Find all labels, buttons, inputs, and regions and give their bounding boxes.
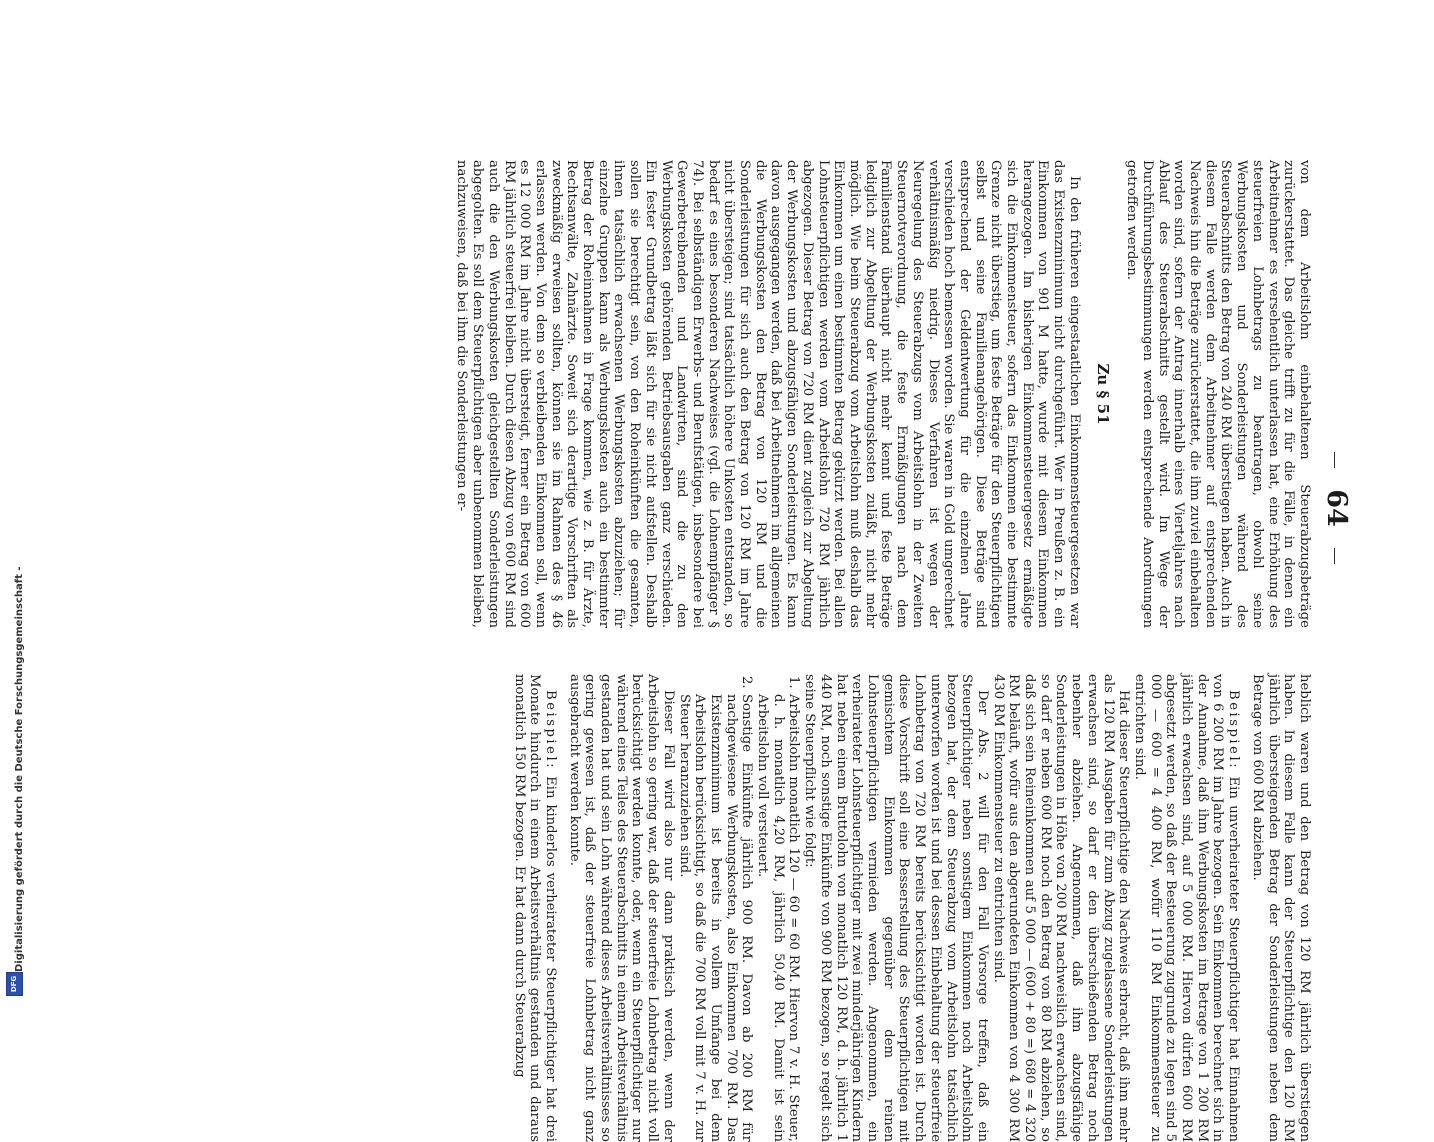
page-number: 64 [1321, 478, 1352, 538]
dfg-logo [6, 972, 23, 996]
example-label: Beispiel: [542, 690, 558, 771]
example-text: Ein kinderlos verheirateter Steuerpflichtiger hat drei Monate hindurch in einem Arbeitsverhältnis gestanden und daraus monatlich 150 RM bezogen. Er hat dann durch Steuerabzug [511, 674, 558, 1142]
paragraph: Der Abs. 2 will für den Fall Vorsorge treffen, daß ein Steuerpflichtiger neben sonstigem Einkommen noch Arbeitslohn bezogen hat, der dem Steuerabzug vom Arbeitslohn tatsächlich unterworfen worden ist und bei dessen Einbehaltung der steuerfreie Lohnbetrag von 720 RM bereits berücksichtigt worden ist. Durch diese Vorschrift soll eine Besserstellung des Steuerpflichtigen mit gemischtem Einkommen gegenüber dem reinen Lohnsteuerpflichtigen vermieden werden. Angenommen, ein verheirateter Lohnsteuerpflichtiger mit zwei minderjährigen Kindern hat neben einem Bruttolohn von monatlich 120 RM, d. h. jährlich 1 440 RM, noch sonstige Einkünfte von 900 RM bezogen, so regelt sich seine Steuerpflicht wie folgt: [802, 674, 990, 1142]
left-column [454, 160, 1312, 628]
list-item [754, 674, 801, 1142]
example-label: Beispiel: [1226, 690, 1242, 771]
digitization-footer [4, 0, 24, 1000]
list-number: 2. [739, 676, 755, 689]
list-item [676, 674, 755, 1142]
example-text: Ein unverheirateter Steuerpflichtiger hat Einnahmen von 6 200 RM im Jahre bezogen. Sein Einkommen berechnet sich in der Annahme, daß ihm Werbungskosten im Betrage von 1 200 RM jährlich erwachsen sind, auf 5 000 RM. Hiervon dürfen 600 RM abgesetzt werden, so daß der Besteuerung zugrunde zu legen sind 5 000 — 600 = 4 400 RM, wofür 110 RM Einkommensteuer zu entrichten sind. [1131, 674, 1242, 1142]
paragraph: Hat dieser Steuerpflichtige den Nachweis erbracht, daß ihm mehr als 120 RM Ausgaben für zum Abzug zugelassene Sonderleistungen erwachsen sind, so darf er den überschießenden Betrag noch nebenher abziehen. Angenommen, daß ihm abzugsfähige Sonderleistungen in Höhe von 200 RM nachweislich erwachsen sind, so darf er neben 600 RM noch den Betrag von 80 RM abziehen, so daß sich sein Reineinkommen auf 5 000 — (600 + 80 =) 680 = 4 320 RM beläuft, wofür aus den abgerundeten Einkommen von 4 300 RM 430 RM Einkommensteuer zu entrichten sind. [990, 674, 1132, 1142]
paragraph: von dem Arbeitslohn einbehaltenen Steuerabzugsbeträge zurückerstattet. Das gleiche trifft zu für die Fälle, in denen ein Arbeitnehmer es versehentlich unterlassen hat, eine Erhöhung des steuerfreien Lohnbetrags zu beantragen, obwohl seine Werbungskosten und Sonderleistungen während des Steuerabschnitts den Betrag von 240 RM überstiegen haben. Auch in diesem Falle werden dem Arbeitnehmer auf entsprechenden Nachweis hin die Beträge zurückerstattet, die ihm zuviel einbehalten worden sind, sofern der Antrag innerhalb eines Vierteljahres nach Ablauf des Steuerabschnitts gestellt wird. Im Wege der Durchführungsbestimmungen werden entsprechende Anordnungen getroffen werden. [1124, 160, 1312, 628]
paragraph: heblich waren und den Betrag von 120 RM jährlich überstiegen haben. In diesem Falle kann der Steuerpflichtige den 120 RM jährlich übersteigenden Betrag der Sonderleistungen neben dem Betrage von 600 RM abziehen. [1249, 674, 1312, 1142]
list-item-text: Sonstige Einkünfte jährlich 900 RM. Davon ab 200 RM für nachgewiesene Werbungskosten, also Einkommen 700 RM. Das Existenzminimum ist bereits in vollem Umfange bei dem Arbeitslohn berücksichtigt, so daß die 700 RM voll mit 7 v. H. zur Steuer heranzuziehen sind. [676, 694, 755, 1142]
section-heading: Zu § 51 [1093, 363, 1112, 425]
paragraph: Dieser Fall wird also nur dann praktisch werden, wenn der Arbeitslohn so gering war, daß der steuerfreie Lohnbetrag nicht voll berücksichtigt werden konnte, oder, wenn ein Steuerpflichtiger nur während eines Teiles des Steuerabschnitts in einem Arbeitsverhältnis gestanden hat und sein Lohn während dieses Arbeitsverhältnisses so gering gewesen ist, daß der steuerfreie Lohnbetrag nicht ganz ausgebracht werden konnte. [566, 674, 676, 1142]
footer-credit: Digitalisierung gefördert durch die Deutsche Forschungsgemeinschaft - [14, 566, 25, 972]
dfg-logo-text: DFG [10, 975, 19, 993]
example-paragraph [511, 674, 558, 1142]
example-paragraph [1131, 674, 1241, 1142]
list-number: 1. [786, 676, 802, 689]
list-item-text: Arbeitslohn monatlich 120 — 60 = 60 RM. Hiervon 7 v. H. Steuer, d. h. monatlich 4,20 RM, jährlich 50,40 RM. Damit ist sein Arbeitslohn voll versteuert. [755, 694, 802, 1142]
paragraph: In den früheren eingestaatlichen Einkommensteuergesetzen war das Existenzminimum nicht durchgeführt. Wer in Preußen z. B. ein Einkommen von 901 M hatte, wurde mit diesem Einkommen herangezogen. Im bisherigen Einkommensteuergesetz ermäßigte sich die Einkommensteuer, sofern das Einkommen eine bestimmte Grenze nicht überstieg, um feste Beträge für den Steuerpflichtigen selbst und seine Familienangehörigen. Diese Beträge sind entsprechend der Geldentwertung für die einzelnen Jahre verschieden hoch bemessen worden. Sie waren in Gold umgerechnet verhältnismäßig niedrig. Dieses Verfahren ist wegen der Neuregelung des Steuerabzugs vom Arbeitslohn in der Zweiten Steuernotverordnung, die feste Ermäßigungen nach dem Familienstand überhaupt nicht mehr kennt und feste Beträge lediglich zur Abgeltung der Werbungskosten zuläßt, nicht mehr möglich. Wie beim Steuerabzug vom Arbeitslohn muß deshalb das Einkommen um einen bestimmten Betrag gekürzt werden. Bei allen Lohnsteuerpflichtigen werden vom Arbeitslohn 720 RM jährlich abgezogen. Dieser Betrag von 720 RM dient zugleich zur Abgeltung der Werbungskosten und abzugsfähigen Sonderleistungen. Es kann davon ausgegangen werden, daß bei Arbeitnehmern im allgemeinen die Werbungskosten den Betrag von 120 RM und die Sonderleistungen für sich auch den Betrag von 120 RM im Jahre nicht übersteigen; sind tatsächlich höhere Unkosten entstanden, so bedarf es eines besonderen Nachweises (vgl. die Lohnempfänger § 74). Bei selbständigen Erwerbs- und Berufstätigen, insbesondere bei Gewerbetreibenden und Landwirten, sind die zu den Werbungskosten gehörenden Betriebsausgaben ganz verschieden. Ein fester Grundbetrag läßt sich für sie nicht aufstellen. Deshalb sollen sie berechtigt sein, von den Roheinkünften die gesamten, ihnen tatsächlich erwachsenen Werbungskosten abzuziehen; für einzelne Gruppen kann als Werbungskosten auch ein bestimmter Betrag der Roheinnahmen in Frage kommen, wie z. B. für Ärzte, Rechtsanwälte, Zahnärzte. Soweit sich derartige Vorschriften als zweckmäßig erweisen sollten, können sie im Rahmen des § 46 erlassen werden. Von dem so verbleibenden Einkommen soll, wenn es 12 000 RM im Jahre nicht übersteigt, ferner ein Betrag von 600 RM jährlich steuerfrei bleiben. Durch diesen Abzug von 600 RM sind auch die den Werbungskosten gleichgestellten Sonderleistungen abgegolten. Es soll dem Steuerpflichtigen aber unbenommen bleiben, nachzuweisen, daß bei ihm die Sonderleistungen er- [454, 160, 1082, 628]
right-column [511, 674, 1312, 1142]
